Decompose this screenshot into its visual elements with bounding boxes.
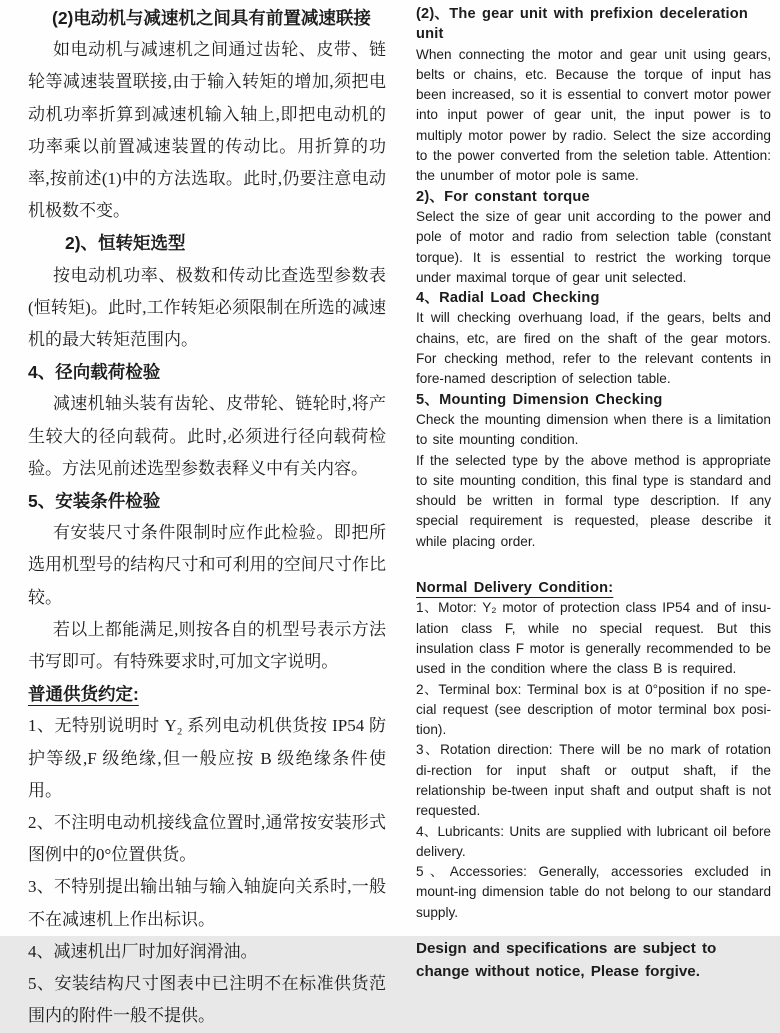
en-delivery-item-5: 5、Accessories: Generally, accessories excluded in mount-ing dimension table do not belong to our standard supply.	[416, 864, 771, 920]
en-delivery-item-2: 2、Terminal box: Terminal box is at 0°position if no spe-cial request (see description of motor terminal box posi-tion).	[416, 681, 771, 738]
en-heading-mounting-check: 5、Mounting Dimension Checking	[416, 391, 663, 408]
zh-paragraph-mounting-check-2: 若以上都能满足,则按各自的机型号表示方法书写即可。有特殊要求时,可加文字说明。	[28, 619, 386, 672]
zh-heading-prefix-reduction: (2)电动机与减速机之间具有前置减速联接	[52, 8, 371, 28]
en-heading-constant-torque: 2)、For constant torque	[416, 188, 590, 205]
en-delivery-item-1: 1、Motor: Y₂ motor of protection class IP54 and of insu-lation class F, while no special request. But this insulation class F motor is generally recommended to be used in the condition where the class B is required.	[416, 600, 771, 677]
zh-heading-constant-torque: 2)、恒转矩选型	[65, 233, 186, 254]
en-paragraph-prefix-reduction: When connecting the motor and gear unit using gears, belts or chains, etc. Because the torque of input has been increased, so it is essential to convert motor power into input power of gear unit, the input power is to multiply motor power by radio. Select the size according to the power converted from the seletion table. Attention: the unumber of motor pole is same.	[416, 46, 771, 184]
zh-delivery-item-3: 3、不特别提出输出轴与输入轴旋向关系时,一般不在减速机上作出标识。	[28, 877, 386, 929]
zh-heading-mounting-check: 5、安装条件检验	[28, 491, 161, 512]
chinese-column	[28, 0, 386, 1026]
en-paragraph-mounting-check-1: Check the mounting dimension when there is a limitation to site mounting condition.	[416, 411, 771, 448]
zh-heading-radial-load: 4、径向载荷检验	[28, 362, 161, 383]
en-paragraph-constant-torque: Select the size of gear unit according to the power and pole of motor and radio from selection table (constant torque). It is essential to restrict the working torque under maximal torque of gear unit selected.	[416, 208, 771, 285]
zh-paragraph-radial-load: 减速机轴头装有齿轮、皮带轮、链轮时,将产生较大的径向载荷。此时,必须进行径向载荷检验。方法见前述选型参数表释义中有关内容。	[28, 394, 386, 478]
zh-delivery-item-2: 2、不注明电动机接线盒位置时,通常按安装形式图例中的0°位置供货。	[28, 813, 386, 865]
zh-heading-delivery-terms: 普通供货约定:	[28, 684, 139, 705]
english-column	[416, 0, 771, 981]
zh-paragraph-prefix-reduction: 如电动机与减速机之间通过齿轮、皮带、链轮等减速装置联接,由于输入转矩的增加,须把电动机功率折算到减速机输入轴上,即把电动机的功率乘以前置减速装置的传动比。用折算的功率,按前述(1)中的方法选取。此时,仍要注意电动机极数不变。	[28, 40, 386, 221]
en-heading-radial-load: 4、Radial Load Checking	[416, 290, 600, 307]
zh-paragraph-mounting-check-1: 有安装尺寸条件限制时应作此检验。即把所选用机型号的结构尺寸和可利用的空间尺寸作比较。	[28, 523, 386, 607]
en-closing-note: Design and specifications are subject to change without notice, Please forgive.	[416, 940, 717, 981]
en-paragraph-radial-load: It will checking overhuang load, if the gears, belts and chains, etc, are fired on the shaft of the gear motors. For checking method, refer to the relevant contents in fore-named description of selection table.	[416, 310, 771, 387]
en-delivery-item-3: 3、Rotation direction: There will be no mark of rotation di-rection for input shaft or output shaft, if the relationship be-tween input shaft and output shaft is not requested.	[416, 742, 771, 819]
en-heading-prefix-reduction: (2)、The gear unit with prefixion deceleration unit	[416, 6, 748, 43]
en-delivery-item-4: 4、Lubricants: Units are supplied with lubricant oil before delivery.	[416, 823, 771, 859]
zh-delivery-item-4: 4、减速机出厂时加好润滑油。	[28, 941, 258, 961]
en-paragraph-mounting-check-2: If the selected type by the above method is appropriate to site mounting condition, this final type is standard and should be written in formal type description. If any special requirement is requested, please describe it while placing order.	[416, 452, 771, 549]
zh-delivery-item-1: 1、无特别说明时 Y₂ 系列电动机供货按 IP54 防护等级,F 级绝缘,但一般应按 B 级绝缘条件使用。	[28, 716, 386, 800]
en-heading-delivery-terms: Normal Delivery Condition:	[416, 580, 614, 597]
zh-paragraph-constant-torque: 按电动机功率、极数和传动比查选型参数表(恒转矩)。此时,工作转矩必须限制在所选的减速机的最大转矩范围内。	[28, 265, 386, 350]
zh-delivery-item-5: 5、安装结构尺寸图表中已注明不在标准供货范围内的附件一般不提供。	[28, 974, 386, 1026]
